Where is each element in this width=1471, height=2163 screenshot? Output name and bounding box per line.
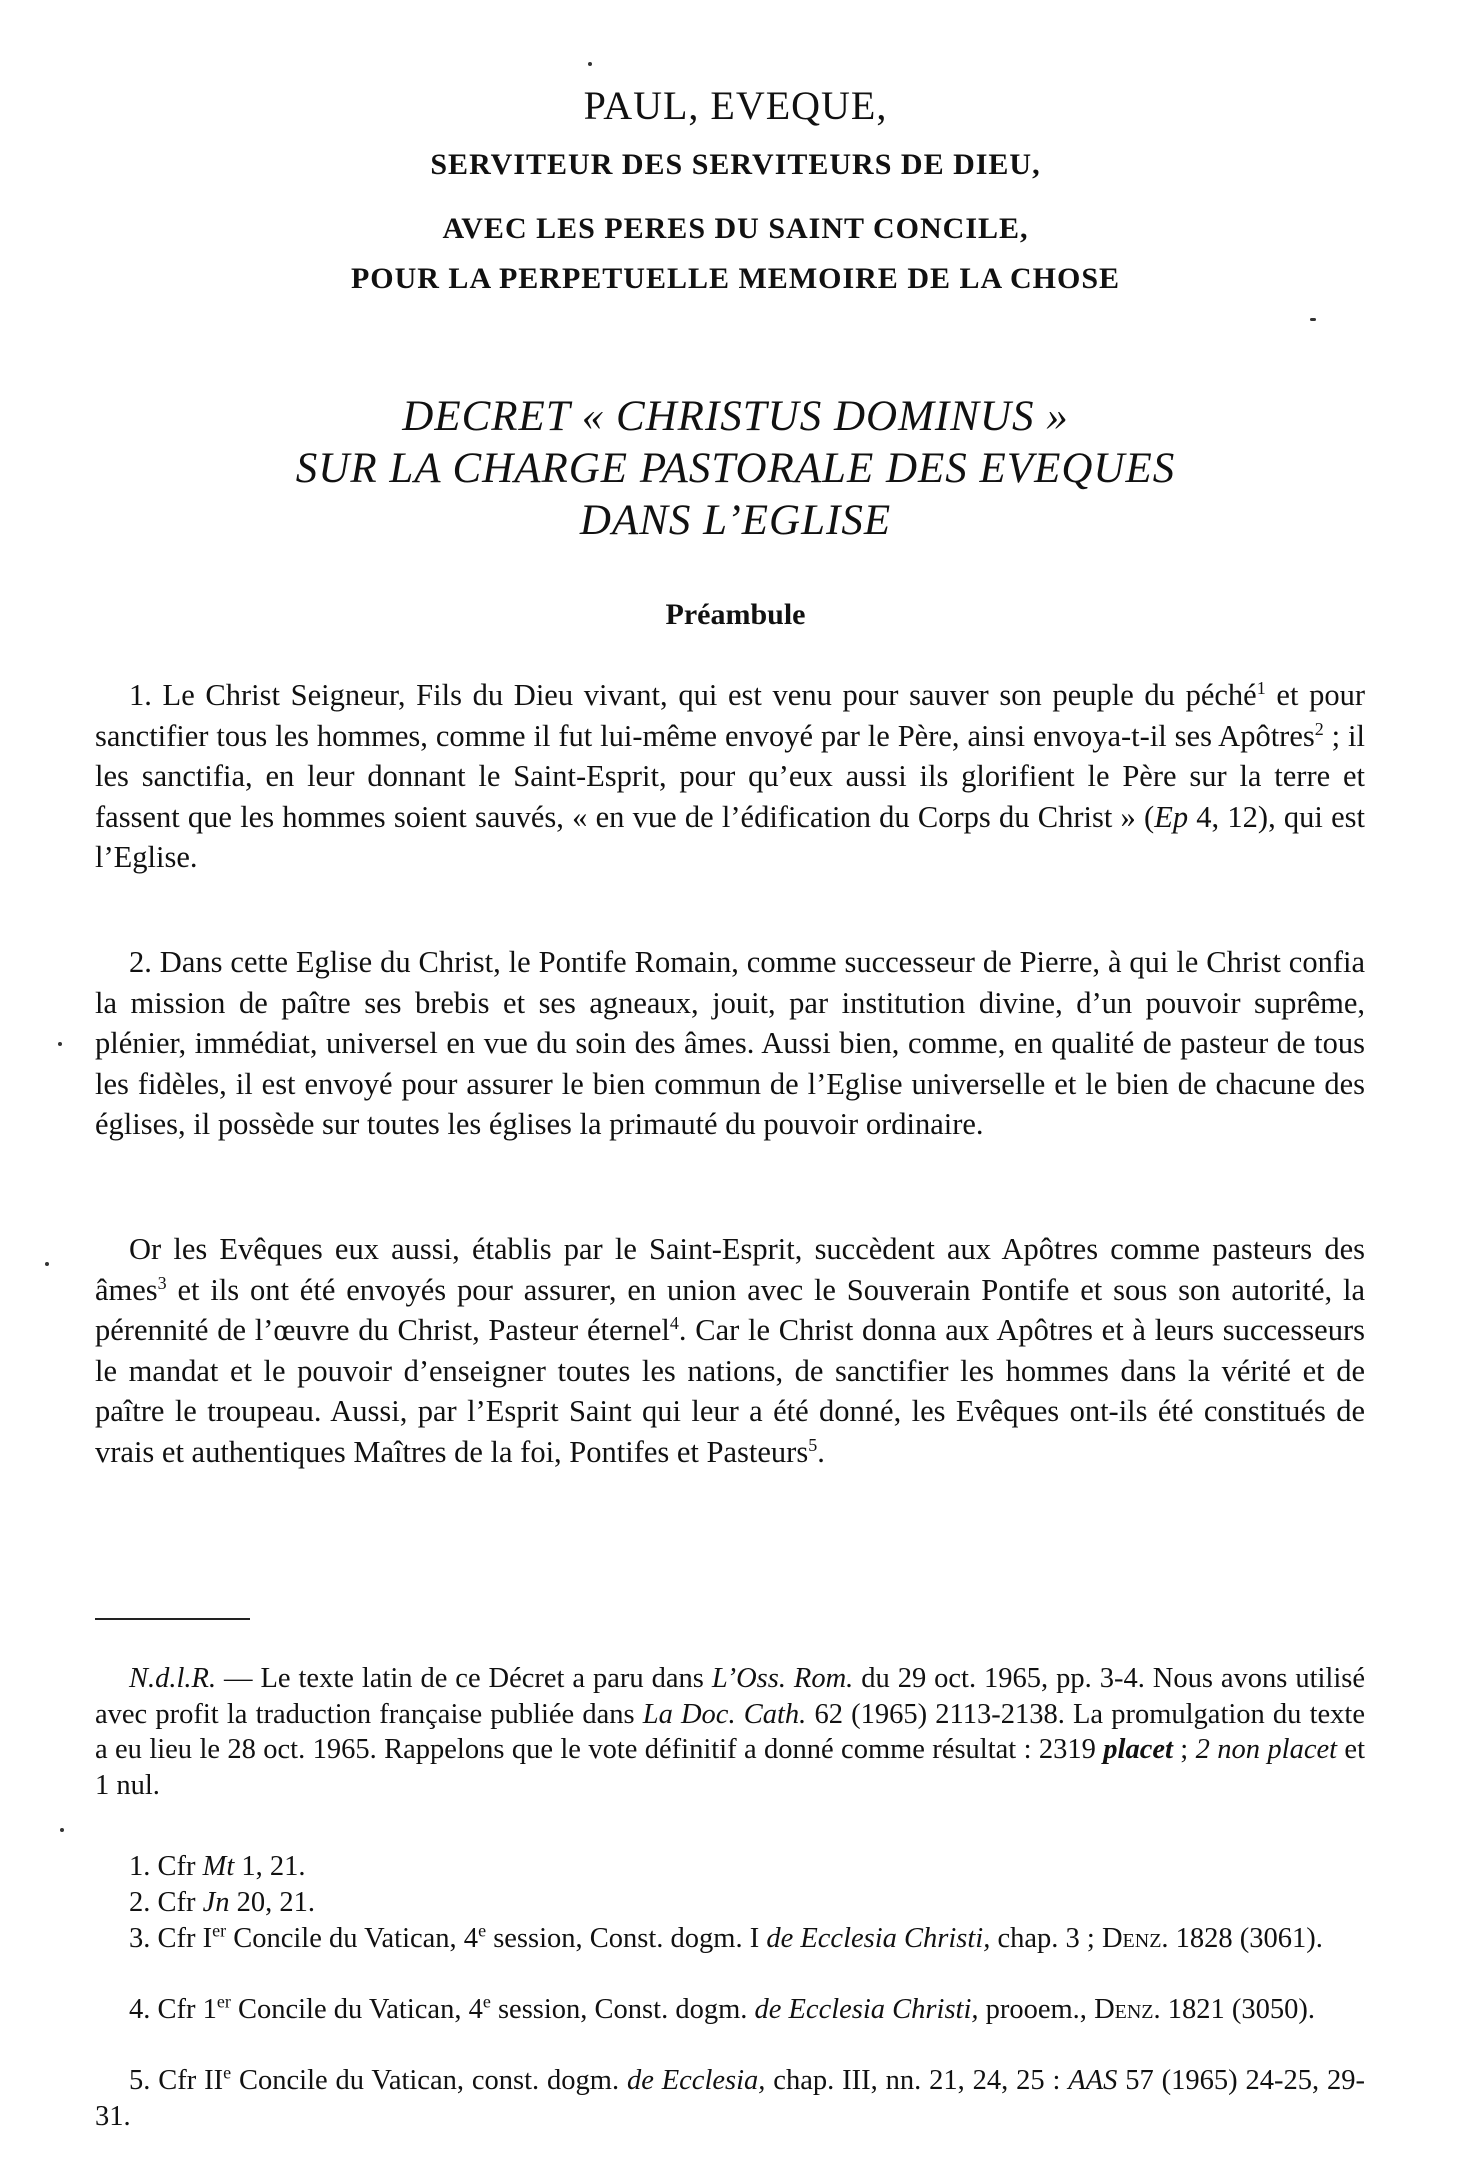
footnote-2: 2. Cfr Jn 20, 21. bbox=[129, 1887, 316, 1918]
heading-memory-line: POUR LA PERPETUELLE MEMOIRE DE LA CHOSE bbox=[350, 262, 1121, 295]
footnote-ref: 3 bbox=[157, 1272, 167, 1293]
heading-council-line: AVEC LES PERES DU SAINT CONCILE, bbox=[442, 212, 1029, 245]
footnote-ref: 2 bbox=[1314, 718, 1324, 739]
footnote-separator bbox=[95, 1618, 250, 1620]
scan-speck bbox=[1310, 318, 1316, 321]
footnote-5: 5. Cfr IIe Concile du Vatican, const. dogm. de Ecclesia, chap. III, nn. 21, 24, 25 : AAS 57 (1965) 24-25, 29-31. bbox=[95, 2062, 1365, 2132]
footnote-1: 1. Cfr Mt 1, 21. bbox=[129, 1851, 306, 1882]
scan-speck bbox=[45, 1262, 49, 1266]
footnote-3: 3. Cfr Ier Concile du Vatican, 4e session, Const. dogm. I de Ecclesia Christi, chap. 3 ; Denz. 1828 (3061). bbox=[129, 1920, 1323, 1954]
paragraph-3: Or les Evêques eux aussi, établis par le Saint-Esprit, succèdent aux Apôtres comme pasteurs des âmes$^3$ et ils ont été envoyés pour assurer, en union avec le Souverain Pontife et sous son autorité, la pérennité de l’œuvre du Christ, Pasteur éternel$^4$. Car le Christ donna aux Apôtres et à leurs successeurs le mandat et le pouvoir d’enseigner toutes les nations, de sanctifier les hommes dans la vérité et de paître le troupeau. Aussi, par l’Esprit Saint qui leur a été donné, les Evêques ont-ils été constitués de vrais et authentiques Maîtres de la foi, Pontifes et Pasteurs$^5$. bbox=[95, 1232, 1365, 1469]
section-title: Préambule bbox=[665, 598, 806, 631]
paragraph-1: 1. Le Christ Seigneur, Fils du Dieu vivant, qui est venu pour sauver son peuple du péché$^1$ et pour sanctifier tous les hommes, comme il fut lui-même envoyé par le Père, ainsi envoya-t-il ses Apôtres$^2$ ; il les sanctifia, en leur donnant le Saint-Esprit, pour qu’eux aussi ils glorifient le Père sur la terre et fassent que les hommes soient sauvés, « en vue de l’édification du Corps du Christ » (Ep 4, 12), qui est l’Eglise. bbox=[95, 677, 1366, 875]
paragraph-2: 2. Dans cette Eglise du Christ, le Pontife Romain, comme successeur de Pierre, à qui le Christ confia la mission de paître ses brebis et ses agneaux, jouit, par institution divine, d’un pouvoir suprême, plénier, immédiat, universel en vue du soin des âmes. Aussi bien, comme, en qualité de pasteur de tous les fidèles, il est envoyé pour assurer le bien commun de l’Eglise universelle et le bien de chacune des églises, il possède sur toutes les églises la primauté du pouvoir ordinaire. bbox=[95, 945, 1365, 1142]
footnote-4: 4. Cfr 1er Concile du Vatican, 4e session, Const. dogm. de Ecclesia Christi, prooem., Denz. 1821 (3050). bbox=[129, 1991, 1316, 2025]
decree-title-line-2: SUR LA CHARGE PASTORALE DES EVEQUES bbox=[295, 445, 1176, 492]
footnote-ref: 4 bbox=[669, 1313, 679, 1334]
scan-speck bbox=[60, 1828, 64, 1832]
scripture-ref: Ep bbox=[1154, 799, 1189, 834]
scan-speck bbox=[58, 1042, 62, 1046]
page-heading: PAUL, EVEQUE, bbox=[583, 83, 888, 128]
footnote-ref: 5 bbox=[808, 1434, 818, 1455]
scan-speck bbox=[588, 62, 592, 66]
heading-servant-line: SERVITEUR DES SERVITEURS DE DIEU, bbox=[430, 148, 1041, 181]
editor-note: N.d.l.R. — Le texte latin de ce Décret a paru dans L’Oss. Rom. du 29 oct. 1965, pp. 3-4. Nous avons utilisé avec profit la traduction française publiée dans La Doc. Cath. 62 (1965) 2113-2138. La promulgation du texte a eu lieu le 28 oct. 1965. Rappelons que le vote définitif a donné comme résultat : 2319 placet ; 2 non placet et 1 nul. bbox=[95, 1663, 1366, 1801]
decree-title-line-3: DANS L’EGLISE bbox=[579, 497, 892, 544]
decree-title-line-1: DECRET « CHRISTUS DOMINUS » bbox=[402, 393, 1069, 440]
footnote-ref: 1 bbox=[1256, 677, 1266, 698]
